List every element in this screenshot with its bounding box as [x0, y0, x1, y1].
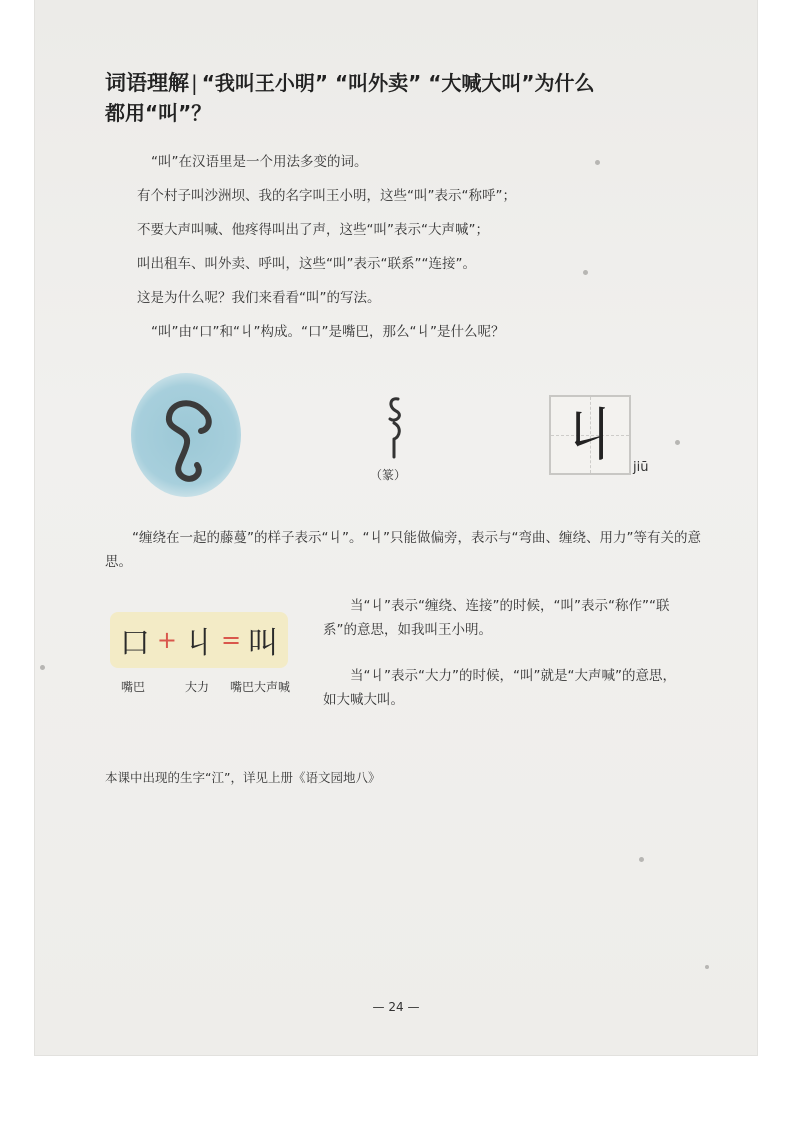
paragraph-connect: 叫出租车、叫外卖、呼叫，这些“叫”表示“联系”“连接”。 [137, 256, 476, 272]
formula-label-force: 大力 [185, 680, 210, 694]
paragraph-why: 这是为什么呢？我们来看看“叫”的写法。 [137, 290, 381, 306]
formula-result: 叫 [248, 626, 279, 661]
vine-illustration [131, 373, 241, 497]
heading-tag: 词语理解 [105, 71, 189, 95]
grid-character: 丩 [560, 401, 619, 469]
equals-sign: = [221, 626, 242, 654]
formula-part-jiu: 丩 [184, 626, 214, 661]
paragraph-explanation: “缠绕在一起的藤蔓”的样子表示“丩”。“丩”只能做偏旁，表示与“弯曲、缠绕、用力”等有关的意思。 [105, 530, 701, 570]
paragraph-intro: “叫”在汉语里是一个用法多变的词。 [151, 154, 368, 170]
heading-line2: 都用“叫”？ [105, 101, 212, 125]
paragraph-structure: “叫”由“口”和“丩”构成。“口”是嘴巴，那么“丩”是什么呢？ [151, 324, 505, 340]
formula-part-mouth: 口 [119, 626, 150, 661]
explanation-connect: 当“丩”表示“缠绕、连接”的时候，“叫”表示“称作”“联系”的意思，如我叫王小明。 [323, 598, 670, 638]
character-grid [549, 395, 631, 475]
plus-sign: + [156, 626, 177, 654]
section-heading [105, 68, 705, 128]
pinyin-label: jiū [633, 460, 649, 475]
formula-label-mouth: 嘴巴 [121, 680, 146, 694]
heading-line1: “我叫王小明” “叫外卖” “大喊大叫”为什么 [201, 71, 595, 95]
footnote: 本课中出现的生字“江”，详见上册《语文园地八》 [105, 770, 381, 785]
page-paper [35, 0, 757, 1055]
explanation-shout: 当“丩”表示“大力”的时候，“叫”就是“大声喊”的意思，如大喊大叫。 [323, 668, 676, 708]
seal-script-icon [380, 393, 410, 459]
paragraph-shout: 不要大声叫喊、他疼得叫出了声，这些“叫”表示“大声喊”； [137, 222, 489, 238]
formula-label-shout: 嘴巴大声喊 [230, 680, 291, 694]
heading-separator: | [191, 71, 198, 95]
character-formula [110, 612, 288, 668]
page-number: — 24 — [372, 1000, 420, 1014]
paragraph-call: 有个村子叫沙洲坝、我的名字叫王小明，这些“叫”表示“称呼”； [137, 188, 516, 204]
seal-caption: （篆） [370, 468, 407, 482]
